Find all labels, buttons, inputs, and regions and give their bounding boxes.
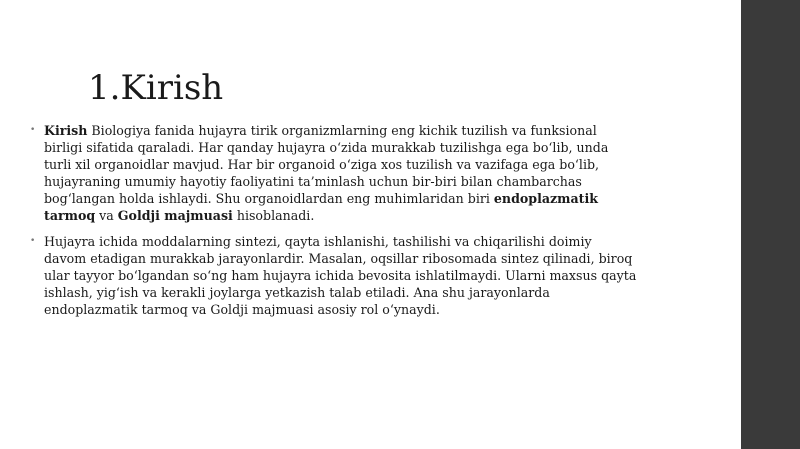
text-run-bold: endoplazmatik (493, 191, 598, 206)
text-run: bog‘langan holda ishlaydi. Shu organoidlardan eng muhimlaridan biri (44, 191, 494, 206)
paragraph-line (44, 122, 730, 139)
paragraph-line (44, 301, 730, 318)
text-run-bold: Goldji majmuasi (117, 208, 233, 223)
text-run: turli xil organoidlar mavjud. Har bir organoid o‘ziga xos tuzilish va vazifaga ega bo‘lib, (44, 157, 600, 172)
text-run: ishlash, yig‘ish va kerakli joylarga yetkazish talab etiladi. Ana shu jarayonlarda (44, 285, 550, 300)
paragraph-line (44, 190, 730, 207)
paragraph-line (44, 156, 730, 173)
text-run: birligi sifatida qaraladi. Har qanday hujayra o‘zida murakkab tuzilishga ega bo‘lib, unda (44, 140, 609, 155)
paragraph-line (44, 250, 730, 267)
text-run: ular tayyor bo‘lgandan so‘ng ham hujayra ichida bevosita ishlatilmaydi. Ularni maxsus qayta (44, 268, 637, 283)
bullet-marker: • (30, 236, 36, 246)
text-run: hujayraning umumiy hayotiy faoliyatini ta’minlash uchun bir-biri bilan chambarchas (44, 174, 582, 189)
slide-body (30, 122, 730, 327)
text-run: hisoblanadi. (232, 208, 315, 223)
slide-title: 1.Kirish (88, 68, 224, 108)
right-side-bar (741, 0, 800, 449)
bullet-paragraph-2 (30, 233, 730, 318)
paragraph-line (44, 267, 730, 284)
text-run-bold: Kirish (44, 123, 88, 138)
paragraph-line (44, 284, 730, 301)
text-run: Biologiya fanida hujayra tirik organizmlarning eng kichik tuzilish va funksional (87, 123, 597, 138)
bullet-paragraph-1 (30, 122, 730, 224)
text-run: endoplazmatik tarmoq va Goldji majmuasi asosiy rol o‘ynaydi. (44, 302, 440, 317)
paragraph-line (44, 233, 730, 250)
paragraph-line (44, 173, 730, 190)
paragraph-line (44, 139, 730, 156)
text-run: Hujayra ichida moddalarning sintezi, qayta ishlanishi, tashilishi va chiqarilishi doimiy (44, 234, 592, 249)
text-run: davom etadigan murakkab jarayonlardir. Masalan, oqsillar ribosomada sintez qilinadi, biroq (44, 251, 633, 266)
paragraph-line (44, 207, 730, 224)
bullet-marker: • (30, 125, 36, 135)
text-run-bold: tarmoq (44, 208, 96, 223)
text-run: va (95, 208, 118, 223)
